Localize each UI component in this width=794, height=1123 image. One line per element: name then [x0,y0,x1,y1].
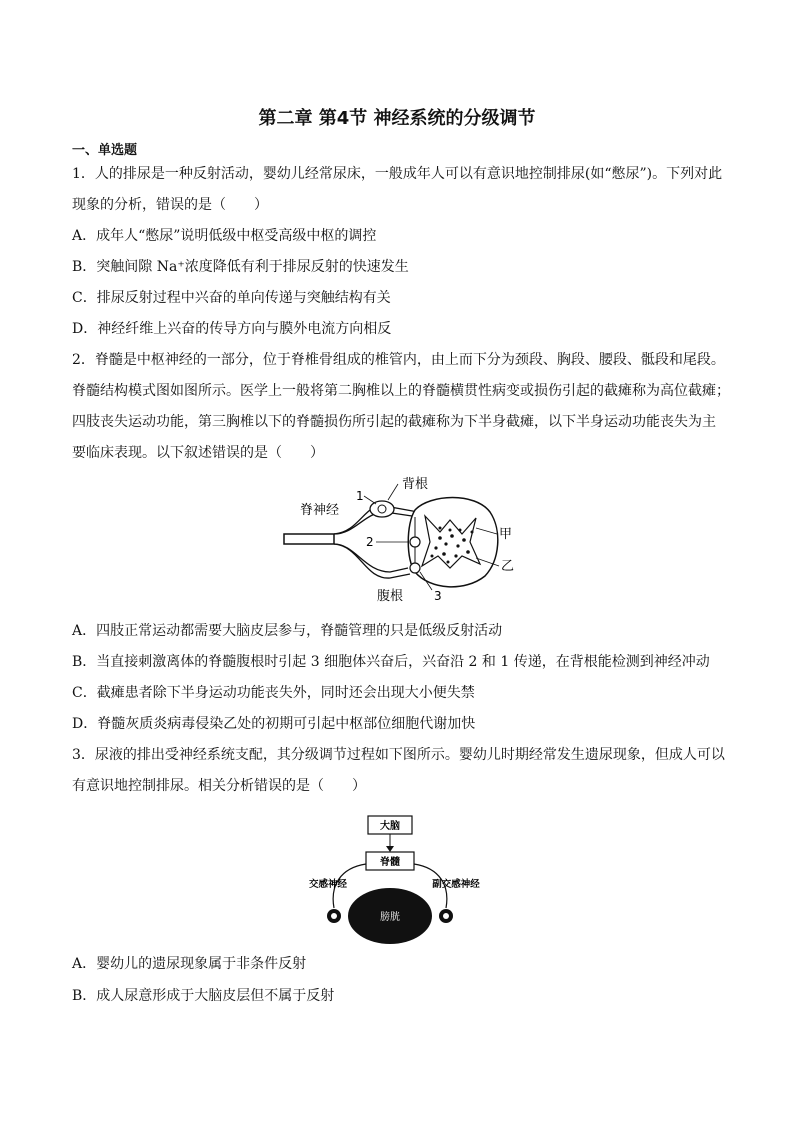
q2-stem-line-3: 四肢丧失运动功能，第三胸椎以下的脊髓损伤所引起的截瘫称为下半身截瘫，以下半身运动功能丧失为主 [72,414,716,430]
q2-stem-line-1: 2．脊髓是中枢神经的一部分，位于脊椎骨组成的椎管内，由上而下分为颈段、胸段、腰段、骶段和尾段。 [72,352,725,368]
ventral-root-lower [334,544,410,578]
label-n3: 3 [434,589,442,603]
q1-option-a: A．成年人“憋尿”说明低级中枢受高级中枢的调控 [72,228,377,244]
q3-option-a: A．婴幼儿的遗尿现象属于非条件反射 [72,956,307,972]
interneuron-2 [410,537,420,547]
q3-stem-line-2: 有意识地控制排尿。相关分析错误的是（ ） [72,778,366,794]
label-parasympathetic: 副交感神经 [432,879,480,890]
label-jia: 甲 [499,527,513,542]
q1-stem-line-2: 现象的分析，错误的是（ ） [72,197,268,213]
q2-option-c: C．截瘫患者除下半身运动功能丧失外，同时还会出现大小便失禁 [72,685,475,701]
q2-stem-line-2: 脊髓结构模式图如图所示。医学上一般将第二胸椎以上的脊髓横贯性病变或损伤引起的截瘫称为高位截瘫； [72,383,730,399]
urination-control-figure [300,812,500,946]
label-spinal-nerve: 脊神经 [300,503,340,518]
q1-option-b: B．突触间隙 Na⁺浓度降低有利于排尿反射的快速发生 [72,259,409,275]
label-n2: 2 [366,535,374,549]
q2-stem-line-4: 要临床表现。以下叙述错误的是（ ） [72,445,324,461]
dorsal-root-ganglion [370,501,394,517]
q2-option-d: D．脊髓灰质炎病毒侵染乙处的初期可引起中枢部位细胞代谢加快 [72,716,476,732]
q2-option-a: A．四肢正常运动都需要大脑皮层参与，脊髓管理的只是低级反射活动 [72,623,503,639]
label-yi: 乙 [501,559,515,574]
label-brain: 大脑 [380,821,400,832]
q1-option-c: C．排尿反射过程中兴奋的单向传递与突触结构有关 [72,290,391,306]
spinal-nerve-trunk [284,534,334,544]
label-sympathetic: 交感神经 [308,879,348,890]
q3-option-b: B．成人尿意形成于大脑皮层但不属于反射 [72,988,335,1004]
q3-stem-line-1: 3．尿液的排出受神经系统支配，其分级调节过程如下图所示。婴幼儿时期经常发生遗尿现象，但成人可以 [72,747,725,763]
label-n1: 1 [356,489,364,503]
q2-option-b: B．当直接刺激离体的脊髓腹根时引起 3 细胞体兴奋后，兴奋沿 2 和 1 传递，在背根能检测到神经冲动 [72,654,710,670]
section-heading: 一、单选题 [72,143,138,158]
label-bladder: 膀胱 [380,912,400,923]
page-title: 第二章 第4节 神经系统的分级调节 [258,108,536,129]
label-dorsal-root: 背根 [402,477,429,492]
spinal-cord-figure [280,472,530,612]
label-spinal-cord: 脊髓 [380,857,400,868]
q1-option-d: D．神经纤维上兴奋的传导方向与膜外电流方向相反 [72,321,392,337]
q1-stem-line-1: 1．人的排尿是一种反射活动，婴幼儿经常尿床，一般成年人可以有意识地控制排尿(如“憋尿”)。下列对此 [72,166,723,182]
label-ventral-root: 腹根 [377,589,404,604]
motor-neuron-3 [410,563,420,573]
